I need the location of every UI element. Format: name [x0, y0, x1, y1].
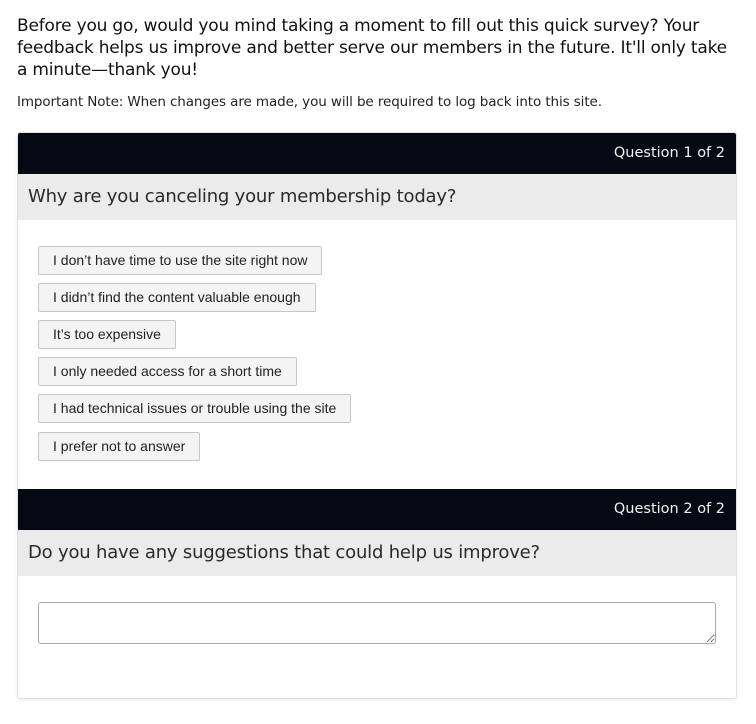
- intro-message: Before you go, would you mind taking a moment to fill out this quick survey? Your feedback helps us improve and better serve our members in the future. It'll only take a minute—thank you!: [17, 16, 727, 80]
- option-too-expensive-button[interactable]: It’s too expensive: [38, 320, 176, 349]
- question-1-options: [38, 246, 351, 461]
- suggestions-input[interactable]: [38, 602, 716, 644]
- question-2-title-bar: [18, 530, 736, 576]
- survey-page: [0, 0, 756, 111]
- question-2-counter: Question 2 of 2: [613, 501, 725, 517]
- question-1-title: Why are you canceling your membership today?: [28, 186, 457, 207]
- option-short-time-button[interactable]: I only needed access for a short time: [38, 357, 297, 386]
- question-2-title: Do you have any suggestions that could help us improve?: [28, 542, 540, 563]
- survey-card: [17, 132, 737, 699]
- question-1-header: [18, 133, 736, 174]
- option-prefer-not-answer-button[interactable]: I prefer not to answer: [38, 432, 200, 461]
- important-note: Important Note: When changes are made, you will be required to log back into this site.: [17, 94, 602, 110]
- question-1-title-bar: [18, 174, 736, 220]
- question-2-header: [18, 489, 736, 530]
- option-no-time-button[interactable]: I don’t have time to use the site right now: [38, 246, 322, 275]
- question-1-counter: Question 1 of 2: [613, 145, 725, 161]
- option-technical-issues-button[interactable]: I had technical issues or trouble using the site: [38, 394, 351, 423]
- option-not-valuable-button[interactable]: I didn’t find the content valuable enough: [38, 283, 316, 312]
